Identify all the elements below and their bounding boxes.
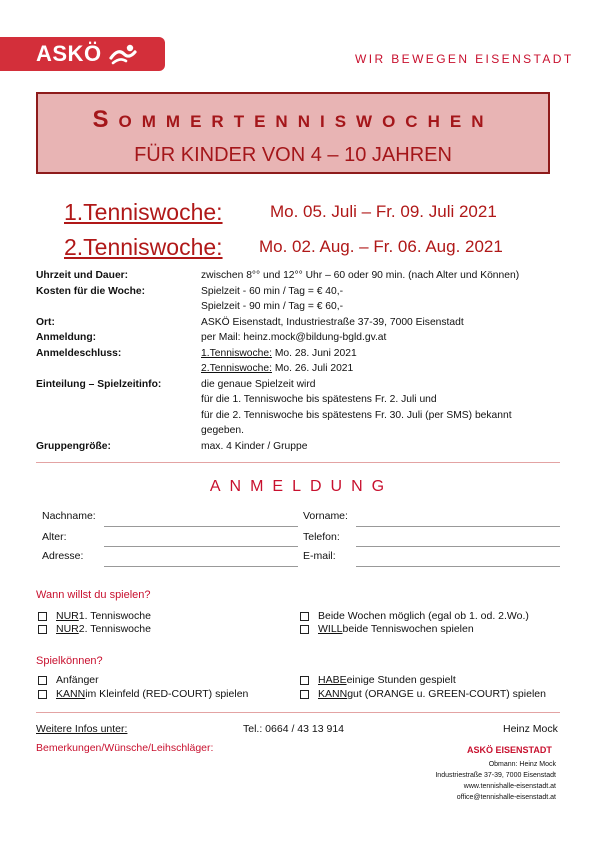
nachname-field[interactable] [104, 526, 298, 527]
week-1 [64, 199, 223, 226]
play-question: Wann willst du spielen? [36, 589, 151, 601]
info-row: Spielzeit - 90 min / Tag = € 60,- [201, 301, 344, 312]
info-row: Anmeldung: per Mail: heinz.mock@bildung-bgld.gv.at [36, 330, 546, 346]
option-anfaenger[interactable]: Anfänger [38, 674, 99, 686]
checkbox[interactable] [300, 612, 309, 621]
club-address: Industriestraße 37-39, 7000 Eisenstadt [435, 772, 556, 779]
page-title: SOMMERTENNISWOCHEN [92, 106, 494, 133]
week-label: 2.Tenniswoche: [64, 234, 223, 260]
week-label: 1.Tenniswoche: [64, 199, 223, 225]
skill-question: Spielkönnen? [36, 655, 103, 667]
obmann: Obmann: Heinz Mock [488, 761, 556, 768]
info-row: Gruppengröße: max. 4 Kinder / Gruppe [36, 440, 308, 452]
slogan: WIR BEWEGEN EISENSTADT [355, 52, 574, 66]
checkbox[interactable] [300, 676, 309, 685]
option-beide-moeglich[interactable]: Beide Wochen möglich (egal ob 1. od. 2.Wo.) [300, 610, 529, 622]
telefon-label: Telefon: [303, 531, 340, 543]
vorname-field[interactable] [356, 526, 560, 527]
runner-icon [108, 43, 138, 65]
option-gut-spielen[interactable]: KANN gut (ORANGE u. GREEN-COURT) spielen [300, 688, 546, 700]
vorname-label: Vorname: [303, 510, 348, 522]
checkbox[interactable] [300, 690, 309, 699]
checkbox[interactable] [38, 625, 47, 634]
telefon-field[interactable] [356, 546, 560, 547]
adresse-field[interactable] [104, 566, 298, 567]
info-row: Einteilung – Spielzeitinfo: die genaue Spielzeit wird [36, 378, 316, 390]
remarks-label: Bemerkungen/Wünsche/Leihschläger: [36, 742, 214, 754]
week-1-dates: Mo. 05. Juli – Fr. 09. Juli 2021 [270, 202, 497, 221]
option-nur-woche-2[interactable]: NUR 2. Tenniswoche [38, 623, 151, 635]
office-email-link[interactable]: office@tennishalle-eisenstadt.at [456, 794, 556, 801]
week-2-dates: Mo. 02. Aug. – Fr. 06. Aug. 2021 [259, 237, 503, 256]
info-row: Kosten für die Woche: Spielzeit - 60 min / Tag = € 40,- [36, 285, 344, 297]
alter-field[interactable] [104, 546, 298, 547]
club-name: ASKÖ EISENSTADT [467, 745, 552, 755]
option-will-beide[interactable]: WILL beide Tenniswochen spielen [300, 623, 474, 635]
email-field[interactable] [356, 566, 560, 567]
page-subtitle: FÜR KINDER VON 4 – 10 JAHREN [134, 144, 452, 166]
divider [36, 462, 560, 463]
info-table: Uhrzeit und Dauer: zwischen 8°° und 12°° Uhr – 60 oder 90 min. (nach Alter und Können) Kosten für die Woche: Spielzeit - 60 min / Tag = € 40,- Spielzeit - 90 min / Tag = € 60,- Ort: ASKÖ Eisenstadt, Industriestraße 37-39, 7000 Eisenstadt Anmeldung: per Mail: heinz.mock@bildung-bgld.gv.at Anmeldeschluss: 1.Tenniswoche: Mo. 28. Juni 2021 2.Tenniswoche: Mo. 26. Juli 2021 Einteilung – Spielzeitinfo: die genaue Spielzeit wird für die 1. Tenniswoche bis spätestens Fr. 2. Juli und für die 2. Tenniswoche bis spätestens Fr. 30. Juli (per SMS) bekannt gegeben. Gruppengröße: max. 4 Kinder / Gruppe [36, 268, 546, 454]
info-row: 2.Tenniswoche: Mo. 26. Juli 2021 [201, 363, 354, 374]
phone-number: Tel.: 0664 / 43 13 914 [243, 723, 344, 735]
form-heading: ANMELDUNG [209, 478, 394, 495]
adresse-label: Adresse: [42, 550, 84, 562]
checkbox[interactable] [38, 676, 47, 685]
askoe-logo [0, 37, 165, 71]
info-row: Ort: ASKÖ Eisenstadt, Industriestraße 37-39, 7000 Eisenstadt [36, 316, 464, 328]
registration-email[interactable]: per Mail: heinz.mock@bildung-bgld.gv.at [201, 332, 387, 343]
more-info-label: Weitere Infos unter: [36, 723, 128, 735]
checkbox[interactable] [38, 612, 47, 621]
info-row: Uhrzeit und Dauer: zwischen 8°° und 12°° Uhr – 60 oder 90 min. (nach Alter und Können) [36, 270, 520, 281]
nachname-label: Nachname: [42, 510, 96, 522]
logo-text: ASKÖ [36, 41, 102, 66]
option-nur-woche-1[interactable]: NUR 1. Tenniswoche [38, 610, 151, 622]
divider [36, 712, 560, 713]
alter-label: Alter: [42, 531, 67, 543]
option-einige-stunden[interactable]: HABE einige Stunden gespielt [300, 674, 456, 686]
contact-person: Heinz Mock [503, 723, 558, 735]
week-2 [64, 234, 223, 261]
email-label: E-mail: [303, 550, 336, 562]
website-link[interactable]: www.tennishalle-eisenstadt.at [463, 783, 556, 790]
checkbox[interactable] [300, 625, 309, 634]
info-row: Anmeldeschluss: 1.Tenniswoche: Mo. 28. Juni 2021 [36, 347, 357, 359]
title-box [36, 92, 550, 174]
checkbox[interactable] [38, 690, 47, 699]
option-kleinfeld[interactable]: KANN im Kleinfeld (RED-COURT) spielen [38, 688, 248, 700]
